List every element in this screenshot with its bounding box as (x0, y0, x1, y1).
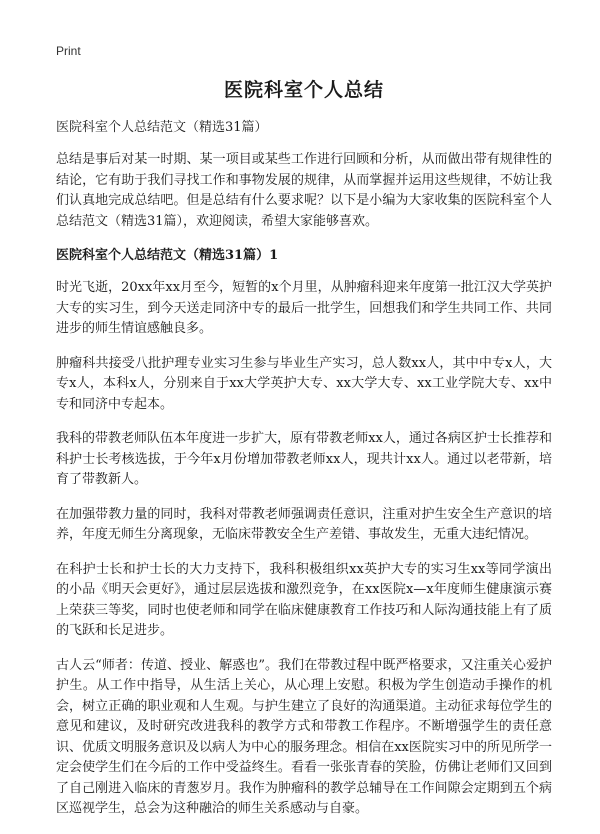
page-title: 医院科室个人总结 (223, 79, 384, 101)
document-subtitle: 医院科室个人总结范文（精选31篇） (56, 120, 268, 135)
section-heading: 医院科室个人总结范文（精选31篇）1 (56, 248, 279, 263)
body-paragraph: 我科的带教老师队伍本年度进一步扩大，原有带教老师xx人，通过各病区护士长推荐和科护士长考核选拔，于今年x月份增加带教老师xx人，现共计xx人。通过以老带新，培育了带教新人。 (56, 431, 552, 487)
body-paragraph: 肿瘤科共接受八批护理专业实习生参与毕业生产实习，总人数xx人，其中中专x人，大专x人，本科x人，分别来自于xx大学英护大专、xx大学大专、xx工业学院大专、xx中专和同济中专起本。 (56, 355, 552, 412)
intro-paragraph: 总结是事后对某一时期、某一项目或某些工作进行回顾和分析，从而做出带有规律性的结论，它有助于我们寻找工作和事物发展的规律，从而掌握并运用这些规律，不妨让我们认真地完成总结吧。但是总结有什么要求呢？以下是小编为大家收集的医院科室个人总结范文（精选31篇），欢迎阅读，希望大家能够喜欢。 (56, 152, 552, 229)
body-paragraph: 古人云“师者：传道、授业、解惑也”。我们在带教过程中既严格要求，又注重关心爱护护生。从工作中指导，从生活上关心，从心理上安慰。积极为学生创造动手操作的机会，树立正确的职业观和人生观。与护生建立了良好的沟通渠道。主动征求每位学生的意见和建议，及时研究改进我科的教学方式和带教工作程序。不断增强学生的责任意识、优质文明服务意识及以病人为中心的服务理念。相信在xx医院实习中的所见所学一定会使学生们在今后的工作中受益终生。看看一张张青春的笑脸，仿佛让老师们又回到了自己刚进入临床的青葱岁月。我作为肿瘤科的教学总辅导在工作间隙会定期到五个病区巡视学生，总会为这种融洽的师生关系感动与自豪。 (56, 657, 552, 816)
print-link[interactable]: Print (56, 44, 81, 58)
document-body (56, 78, 552, 834)
body-paragraph: 时光飞逝，20xx年xx月至今，短暂的x个月里，从肿瘤科迎来年度第一批江汉大学英护大专的实习生，到今天送走同济中专的最后一批学生，回想我们和学生共同工作、共同进步的师生情谊感触良多。 (56, 280, 552, 336)
body-paragraph: 在加强带教力量的同时，我科对带教老师强调责任意识，注重对护生安全生产意识的培养，年度无师生分离现象，无临床带教安全生产差错、事故发生，无重大违纪情况。 (56, 506, 552, 542)
body-paragraph: 在科护士长和护士长的大力支持下，我科积极组织xx英护大专的实习生xx等同学演出的小品《明天会更好》，通过层层选拔和激烈竞争，在xx医院x—x年度师生健康演示赛上荣获三等奖，同时也使老师和同学在临床健康教育工作技巧和人际沟通技能上有了质的飞跃和长足进步。 (56, 561, 552, 638)
